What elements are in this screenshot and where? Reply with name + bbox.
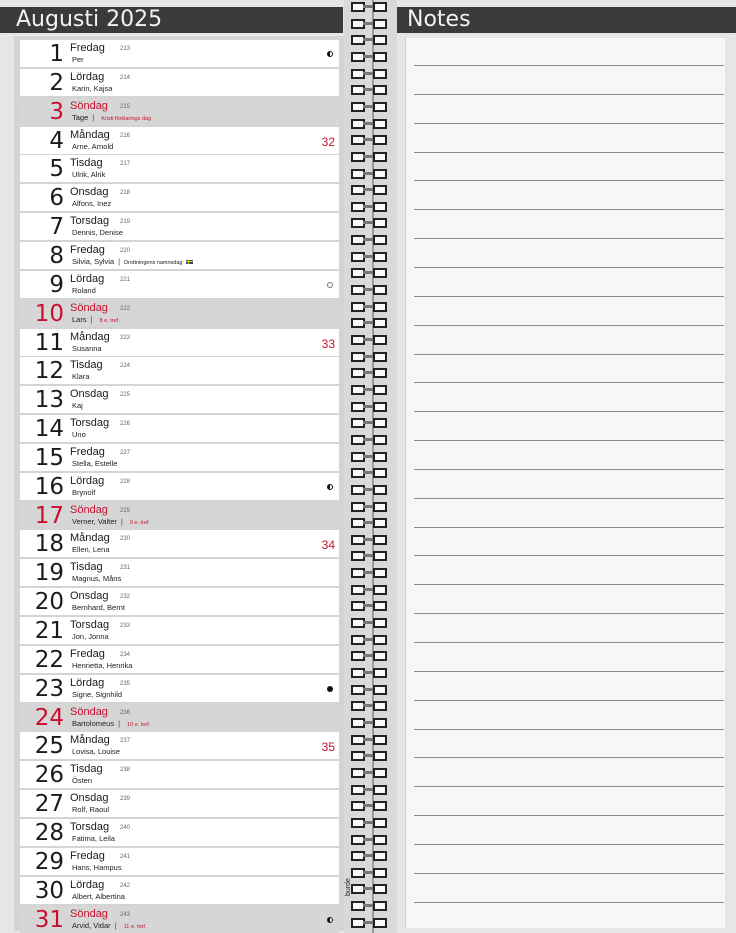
name-day-text: Lovisa, Louise xyxy=(72,747,120,757)
weekday-label: Måndag xyxy=(70,734,110,747)
name-days xyxy=(72,776,92,785)
binding-ring xyxy=(351,152,391,162)
moon-phase-icon xyxy=(327,686,333,692)
day-row[interactable] xyxy=(20,386,339,413)
name-days xyxy=(72,257,193,268)
binding-ring xyxy=(351,768,391,778)
day-row[interactable] xyxy=(20,184,339,211)
day-number: 23 xyxy=(34,675,64,702)
note-line xyxy=(414,354,724,355)
binding-ring xyxy=(351,884,391,894)
day-of-year: 234 xyxy=(120,651,131,658)
note-line xyxy=(414,757,724,758)
weekday-label: Lördag xyxy=(70,474,105,487)
note-line xyxy=(414,382,724,383)
binding-ring xyxy=(351,285,391,295)
weekday-label: Tisdag xyxy=(70,359,103,372)
event-note: Drottningens namnsdag xyxy=(124,259,183,266)
day-row[interactable] xyxy=(20,646,339,673)
day-of-year: 220 xyxy=(120,247,131,254)
day-row[interactable] xyxy=(20,242,339,269)
name-day-text: Hans, Hampus xyxy=(72,862,122,872)
note-line xyxy=(414,786,724,787)
name-days xyxy=(72,84,112,93)
name-day-text: Östen xyxy=(72,776,93,786)
note-line xyxy=(414,469,724,470)
note-line xyxy=(414,209,724,210)
note-line xyxy=(414,65,724,66)
name-days xyxy=(72,286,96,295)
weekday-label: Onsdag xyxy=(70,388,109,401)
day-of-year: 237 xyxy=(120,738,131,745)
weekday-label: Onsdag xyxy=(70,186,109,199)
binding-ring xyxy=(351,601,391,611)
day-row[interactable] xyxy=(20,761,339,788)
binding-ring xyxy=(351,19,391,29)
day-number: 31 xyxy=(34,906,64,933)
separator: | xyxy=(118,718,121,728)
weekday-label: Lördag xyxy=(70,70,105,83)
day-of-year: 213 xyxy=(120,46,131,52)
binding-ring xyxy=(351,85,391,95)
day-number: 12 xyxy=(34,358,64,385)
name-day-text: Roland xyxy=(72,285,96,295)
name-days xyxy=(72,113,151,124)
day-of-year: 230 xyxy=(120,536,131,543)
separator: | xyxy=(118,256,121,266)
binding-ring xyxy=(351,102,391,112)
day-row[interactable] xyxy=(20,502,339,529)
day-number: 30 xyxy=(34,877,64,904)
name-day-text: Magnus, Måns xyxy=(72,574,122,584)
binding-ring xyxy=(351,119,391,129)
name-day-text: Ellen, Lena xyxy=(72,545,110,555)
name-day-text: Alfons, Inez xyxy=(72,199,112,209)
note-line xyxy=(414,238,724,239)
day-of-year: 215 xyxy=(120,103,131,110)
binding-ring xyxy=(351,801,391,811)
day-of-year: 243 xyxy=(120,911,131,918)
weekday-label: Söndag xyxy=(70,301,108,314)
binding-ring xyxy=(351,835,391,845)
name-days xyxy=(72,199,111,208)
note-line xyxy=(414,123,724,124)
day-row[interactable] xyxy=(20,40,339,67)
binding-ring xyxy=(351,818,391,828)
note-line xyxy=(414,555,724,556)
binding-ring xyxy=(351,585,391,595)
note-line xyxy=(414,700,724,701)
note-line xyxy=(414,180,724,181)
day-number: 29 xyxy=(34,848,64,875)
binding-ring xyxy=(351,2,391,12)
name-day-text: Susanna xyxy=(72,343,102,353)
name-day-text: Lars xyxy=(72,314,87,324)
weekday-label: Torsdag xyxy=(70,215,110,228)
name-days xyxy=(72,805,109,814)
day-number: 17 xyxy=(34,502,64,529)
day-of-year: 231 xyxy=(120,565,131,572)
name-days xyxy=(72,574,121,583)
binding-ring xyxy=(351,302,391,312)
day-of-year: 232 xyxy=(120,594,131,601)
moon-phase-icon xyxy=(327,51,333,57)
day-of-year: 221 xyxy=(120,276,131,283)
binding-ring xyxy=(351,218,391,228)
binding-ring xyxy=(351,52,391,62)
day-row[interactable] xyxy=(20,69,339,96)
weekday-label: Fredag xyxy=(70,445,105,458)
day-number: 27 xyxy=(34,791,64,818)
weekday-label: Lördag xyxy=(70,878,105,891)
note-line xyxy=(414,267,724,268)
day-of-year: 218 xyxy=(120,190,131,197)
name-days xyxy=(72,459,117,468)
day-row[interactable] xyxy=(20,155,339,182)
binding-ring xyxy=(351,385,391,395)
separator: | xyxy=(120,516,123,526)
name-day-text: Jon, Jonna xyxy=(72,632,109,641)
day-number: 5 xyxy=(49,156,64,183)
name-days xyxy=(72,142,113,151)
binding-ring xyxy=(351,252,391,262)
day-of-year: 227 xyxy=(120,449,131,456)
note-line xyxy=(414,325,724,326)
binding-ring xyxy=(351,135,391,145)
day-number: 8 xyxy=(49,242,64,269)
binding-ring xyxy=(351,402,391,412)
day-row[interactable] xyxy=(20,300,339,327)
notes-area[interactable] xyxy=(405,38,725,928)
name-day-text: Stella, Estelle xyxy=(72,458,118,468)
name-day-text: Ulrik, Alrik xyxy=(72,170,106,180)
name-day-text: Signe, Signhild xyxy=(72,689,123,699)
binding-ring xyxy=(351,352,391,362)
note-line xyxy=(414,671,724,672)
binding-ring xyxy=(351,735,391,745)
weekday-label: Tisdag xyxy=(70,561,103,574)
name-days xyxy=(72,921,146,932)
name-days xyxy=(72,55,84,64)
holiday-note: 11 e. tref. xyxy=(123,923,147,930)
note-line xyxy=(414,584,724,585)
note-line xyxy=(414,613,724,614)
name-day-text: Dennis, Denise xyxy=(72,228,123,238)
weekday-label: Fredag xyxy=(70,243,105,256)
day-number: 11 xyxy=(34,329,64,356)
day-row[interactable] xyxy=(20,415,339,442)
weekday-label: Torsdag xyxy=(70,619,110,631)
day-number: 14 xyxy=(34,416,64,443)
spiral-binding xyxy=(344,0,397,933)
name-days xyxy=(72,344,102,353)
name-day-text: Brynolf xyxy=(72,487,96,497)
name-day-text: Henrietta, Henrika xyxy=(72,660,133,670)
day-number: 7 xyxy=(49,214,64,241)
binding-ring xyxy=(351,335,391,345)
day-row[interactable] xyxy=(20,213,339,240)
binding-ring xyxy=(351,718,391,728)
note-line xyxy=(414,152,724,153)
day-of-year: 242 xyxy=(120,882,131,889)
brand-mark: burde xyxy=(345,878,352,896)
note-line xyxy=(414,527,724,528)
name-day-text: Arvid, Vidar xyxy=(72,920,111,930)
binding-ring xyxy=(351,435,391,445)
binding-ring xyxy=(351,169,391,179)
day-of-year: 238 xyxy=(120,767,131,774)
name-day-text: Silvia, Sylvia xyxy=(72,256,115,266)
name-days xyxy=(72,517,150,528)
binding-ring xyxy=(351,418,391,428)
day-number: 19 xyxy=(34,560,64,587)
holiday-note: 9 e. tref. xyxy=(129,519,151,526)
binding-ring xyxy=(351,202,391,212)
weekday-label: Fredag xyxy=(70,42,105,54)
name-days xyxy=(72,661,132,670)
binding-ring xyxy=(351,651,391,661)
day-row[interactable] xyxy=(20,559,339,586)
weekday-label: Tisdag xyxy=(70,763,103,776)
weekday-label: Måndag xyxy=(70,128,110,141)
week-number: 35 xyxy=(321,740,335,755)
holiday-note: 8 e. tref. xyxy=(99,317,120,324)
day-number: 1 xyxy=(49,41,64,67)
binding-ring xyxy=(351,518,391,528)
day-of-year: 219 xyxy=(120,219,131,226)
name-day-text: Per xyxy=(72,55,84,64)
day-row[interactable] xyxy=(20,444,339,471)
day-row[interactable] xyxy=(20,848,339,875)
name-day-text: Bernhard, Bernt xyxy=(72,603,125,613)
name-days xyxy=(72,401,83,410)
day-number: 4 xyxy=(49,127,64,154)
moon-phase-icon xyxy=(327,484,333,490)
weekday-label: Tisdag xyxy=(70,157,103,170)
day-of-year: 229 xyxy=(120,507,131,514)
day-row[interactable] xyxy=(20,906,339,933)
day-row[interactable] xyxy=(20,588,339,615)
binding-ring xyxy=(351,901,391,911)
day-number: 24 xyxy=(34,704,64,731)
weekday-label: Onsdag xyxy=(70,590,109,603)
day-row[interactable] xyxy=(20,329,339,356)
note-line xyxy=(414,94,724,95)
name-days xyxy=(72,228,123,237)
name-days xyxy=(72,690,122,699)
weekday-label: Fredag xyxy=(70,849,105,862)
note-line xyxy=(414,296,724,297)
name-day-text: Arne, Arnold xyxy=(72,141,114,151)
name-day-text: Rolf, Raoul xyxy=(72,805,110,815)
week-number: 34 xyxy=(321,538,335,553)
binding-ring xyxy=(351,535,391,545)
notes-title: Notes xyxy=(397,7,736,33)
day-row[interactable] xyxy=(20,877,339,904)
name-day-text: Klara xyxy=(72,372,90,382)
day-row[interactable] xyxy=(20,675,339,702)
name-days xyxy=(72,719,150,730)
name-days xyxy=(72,488,95,497)
binding-ring xyxy=(351,35,391,45)
binding-ring xyxy=(351,635,391,645)
name-day-text: Karin, Kajsa xyxy=(72,83,113,93)
day-row[interactable] xyxy=(20,357,339,384)
note-line xyxy=(414,440,724,441)
note-line xyxy=(414,411,724,412)
name-day-text: Tage xyxy=(72,112,89,122)
name-days xyxy=(72,430,86,439)
name-days xyxy=(72,834,115,843)
moon-phase-icon xyxy=(327,282,333,288)
day-row[interactable] xyxy=(20,790,339,817)
name-day-text: Bartolomeus xyxy=(72,718,115,728)
binding-ring xyxy=(351,69,391,79)
week-number: 32 xyxy=(321,134,335,149)
binding-ring xyxy=(351,452,391,462)
name-days xyxy=(72,747,120,756)
binding-ring xyxy=(351,318,391,328)
day-of-year: 239 xyxy=(120,796,131,803)
binding-ring xyxy=(351,468,391,478)
holiday-note: 10 e. tref. xyxy=(127,721,151,728)
weekday-label: Torsdag xyxy=(70,820,110,833)
day-number: 20 xyxy=(34,589,64,616)
name-day-text: Uno xyxy=(72,430,86,440)
name-days xyxy=(72,603,125,612)
day-row[interactable] xyxy=(20,271,339,298)
name-days xyxy=(72,632,109,641)
binding-ring xyxy=(351,368,391,378)
weekday-label: Onsdag xyxy=(70,792,109,805)
day-number: 25 xyxy=(34,733,64,760)
separator: | xyxy=(92,112,95,122)
day-row[interactable] xyxy=(20,704,339,731)
day-number: 9 xyxy=(49,271,64,298)
binding-ring xyxy=(351,918,391,928)
day-of-year: 233 xyxy=(120,623,131,629)
day-of-year: 223 xyxy=(120,334,131,341)
day-number: 13 xyxy=(34,387,64,414)
note-line xyxy=(414,844,724,845)
binding-ring xyxy=(351,568,391,578)
day-number: 3 xyxy=(49,98,64,125)
week-number: 33 xyxy=(321,336,335,351)
day-number: 10 xyxy=(34,300,64,327)
note-line xyxy=(414,642,724,643)
day-row[interactable] xyxy=(20,617,339,644)
binding-ring xyxy=(351,485,391,495)
binding-ring xyxy=(351,185,391,195)
weekday-label: Måndag xyxy=(70,330,110,343)
day-of-year: 214 xyxy=(120,74,131,81)
binding-ring xyxy=(351,685,391,695)
day-number: 22 xyxy=(34,646,64,673)
day-number: 21 xyxy=(34,618,64,644)
moon-phase-icon xyxy=(327,917,333,923)
name-days xyxy=(72,892,125,901)
day-number: 28 xyxy=(34,819,64,846)
day-number: 2 xyxy=(49,69,64,96)
binding-ring xyxy=(351,868,391,878)
day-of-year: 224 xyxy=(120,363,131,370)
day-of-year: 226 xyxy=(120,421,131,428)
separator: | xyxy=(90,314,93,324)
weekday-label: Söndag xyxy=(70,503,108,516)
binding-ring xyxy=(351,235,391,245)
day-of-year: 240 xyxy=(120,824,131,831)
separator: | xyxy=(114,920,117,930)
note-line xyxy=(414,873,724,874)
weekday-label: Söndag xyxy=(70,99,108,112)
weekday-label: Torsdag xyxy=(70,417,110,430)
name-days xyxy=(72,315,120,326)
binding-ring xyxy=(351,701,391,711)
binding-ring xyxy=(351,551,391,561)
binding-ring xyxy=(351,618,391,628)
holiday-note: Kristi förklarings dag xyxy=(101,115,152,122)
note-line xyxy=(414,902,724,903)
day-of-year: 228 xyxy=(120,478,131,485)
day-number: 16 xyxy=(34,473,64,500)
month-title: Augusti 2025 xyxy=(0,7,343,33)
swedish-flag-icon xyxy=(186,260,193,264)
name-days xyxy=(72,372,90,381)
binding-ring xyxy=(351,668,391,678)
binding-ring xyxy=(351,851,391,861)
weekday-label: Söndag xyxy=(70,705,108,718)
name-day-text: Kaj xyxy=(72,401,83,411)
day-of-year: 225 xyxy=(120,392,131,399)
binding-ring xyxy=(351,502,391,512)
name-days xyxy=(72,545,110,554)
binding-ring xyxy=(351,268,391,278)
day-of-year: 216 xyxy=(120,132,131,139)
weekday-label: Fredag xyxy=(70,647,105,660)
day-number: 26 xyxy=(34,762,64,789)
binding-ring xyxy=(351,751,391,761)
name-days xyxy=(72,170,105,179)
day-of-year: 241 xyxy=(120,853,131,860)
day-of-year: 217 xyxy=(120,161,131,168)
day-number: 6 xyxy=(49,185,64,212)
day-of-year: 222 xyxy=(120,305,131,312)
day-row[interactable] xyxy=(20,473,339,500)
day-number: 18 xyxy=(34,531,64,558)
binding-ring xyxy=(351,785,391,795)
day-row[interactable] xyxy=(20,530,339,557)
name-day-text: Verner, Valter xyxy=(72,516,117,526)
day-number: 15 xyxy=(34,444,64,471)
day-of-year: 235 xyxy=(120,680,131,687)
weekday-label: Måndag xyxy=(70,532,110,545)
day-row[interactable] xyxy=(20,732,339,759)
note-line xyxy=(414,498,724,499)
weekday-label: Söndag xyxy=(70,907,108,920)
note-line xyxy=(414,729,724,730)
day-row[interactable] xyxy=(20,819,339,846)
day-row[interactable] xyxy=(20,98,339,125)
note-line xyxy=(414,815,724,816)
name-days xyxy=(72,863,122,872)
day-of-year: 236 xyxy=(120,709,131,716)
day-row[interactable] xyxy=(20,127,339,154)
weekday-label: Lördag xyxy=(70,272,105,285)
name-day-text: Fatima, Leila xyxy=(72,833,115,843)
weekday-label: Lördag xyxy=(70,676,105,689)
name-day-text: Albert, Albertina xyxy=(72,891,125,901)
